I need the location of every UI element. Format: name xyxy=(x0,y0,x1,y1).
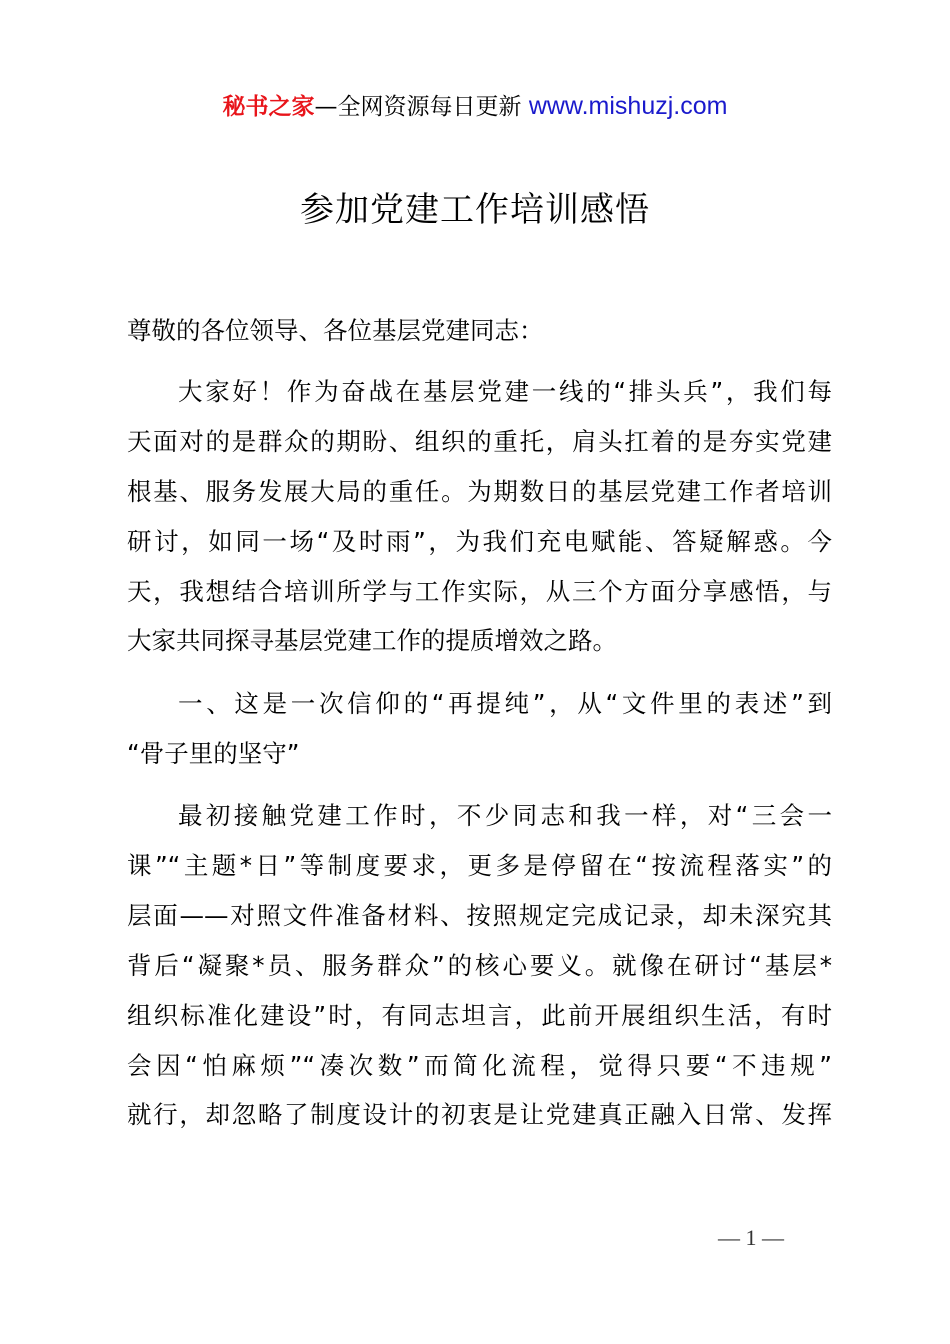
paragraph-line: 研讨，如同一场“及时雨”，为我们充电赋能、答疑解惑。今 xyxy=(127,527,832,556)
section-heading: “骨子里的坚守” xyxy=(127,739,300,768)
paragraph-line: 大家共同探寻基层党建工作的提质增效之路。 xyxy=(127,626,617,655)
paragraph-line: 就行，却忽略了制度设计的初衷是让党建真正融入日常、发挥 xyxy=(127,1100,832,1129)
paragraph-line: 背后“凝聚*员、服务群众”的核心要义。就像在研讨“基层* xyxy=(127,951,832,980)
section-heading: 一、这是一次信仰的“再提纯”，从“文件里的表述”到 xyxy=(178,689,832,718)
document-title: 参加党建工作培训感悟 xyxy=(300,190,650,230)
page-number: — 1 — xyxy=(718,1225,784,1250)
paragraph-line: 大家好！作为奋战在基层党建一线的“排头兵”，我们每 xyxy=(178,377,832,406)
paragraph-line: 会因“怕麻烦”“凑次数”而简化流程，觉得只要“不违规” xyxy=(127,1051,832,1080)
paragraph-line: 课”“主题*日”等制度要求，更多是停留在“按流程落实”的 xyxy=(127,851,832,880)
paragraph-line: 根基、服务发展大局的重任。为期数日的基层党建工作者培训 xyxy=(127,477,832,506)
paragraph-line: 组织标准化建设”时，有同志坦言，此前开展组织生活，有时 xyxy=(127,1001,832,1030)
greeting: 尊敬的各位领导、各位基层党建同志： xyxy=(127,316,544,345)
brand-name: 秘书之家 xyxy=(222,94,315,120)
banner-slogan: —全网资源每日更新 xyxy=(314,94,529,120)
site-banner xyxy=(0,88,950,121)
site-url-link[interactable]: www.mishuzj.com xyxy=(528,92,728,120)
paragraph-line: 天面对的是群众的期盼、组织的重托，肩头扛着的是夯实党建 xyxy=(127,427,832,456)
paragraph-line: 天，我想结合培训所学与工作实际，从三个方面分享感悟，与 xyxy=(127,577,832,606)
paragraph-line: 层面——对照文件准备材料、按照规定完成记录，却未深究其 xyxy=(127,901,832,930)
paragraph-line: 最初接触党建工作时，不少同志和我一样，对“三会一 xyxy=(178,801,832,830)
